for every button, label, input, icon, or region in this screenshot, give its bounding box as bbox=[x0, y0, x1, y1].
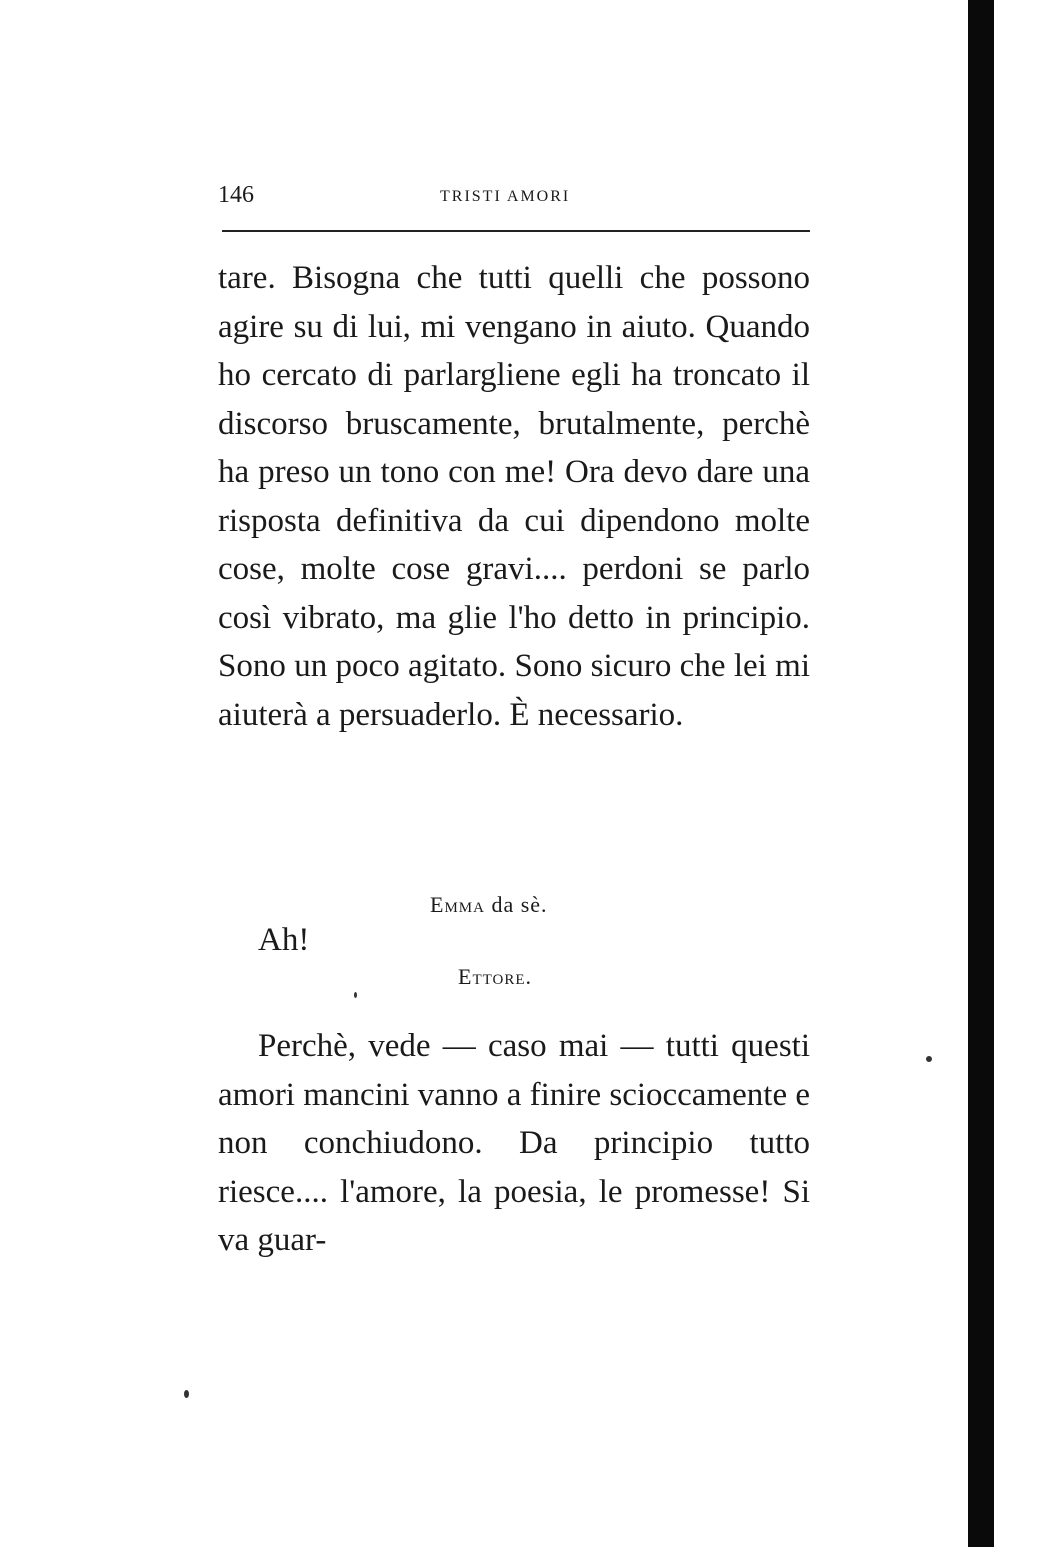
paragraph: tare. Bisogna che tutti quelli che possono agire su di lui, mi vengano in aiuto. Quando ho cercato di parlargliene egli ha troncato il discorso bruscamente, brutalmente, perchè ha preso un tono con me! Ora devo dare una risposta definitiva da cui dipendono molte cose, molte cose gravi.... perdoni se parlo così vibrato, ma glie l'ho detto in principio. Sono un poco agitato. Sono sicuro che lei mi aiuterà a persuaderlo. È necessario. bbox=[218, 260, 810, 733]
emma-line: Ah! bbox=[258, 922, 310, 958]
speaker-name: Emma bbox=[430, 892, 485, 917]
header-rule bbox=[222, 230, 810, 232]
running-title: TRISTI AMORI bbox=[440, 188, 571, 205]
scan-speck bbox=[184, 1390, 189, 1398]
paragraph: Perchè, vede — caso mai — tutti questi amori mancini vanno a finire scioccamente e non conchiudono. Da principio tutto riesce.... l'amore, la poesia, le promesse! Si va guar- bbox=[218, 1028, 810, 1258]
book-page bbox=[218, 180, 810, 1258]
page-number: 146 bbox=[218, 182, 254, 208]
speaker-ettore bbox=[458, 964, 532, 990]
stage-direction: da sè. bbox=[491, 892, 548, 917]
speaker-emma bbox=[430, 892, 548, 918]
running-head bbox=[218, 180, 810, 220]
scan-binding-edge bbox=[968, 0, 994, 1547]
scan-speck bbox=[354, 992, 357, 998]
speaker-name: Ettore. bbox=[458, 964, 532, 989]
scan-speck bbox=[926, 1056, 932, 1062]
